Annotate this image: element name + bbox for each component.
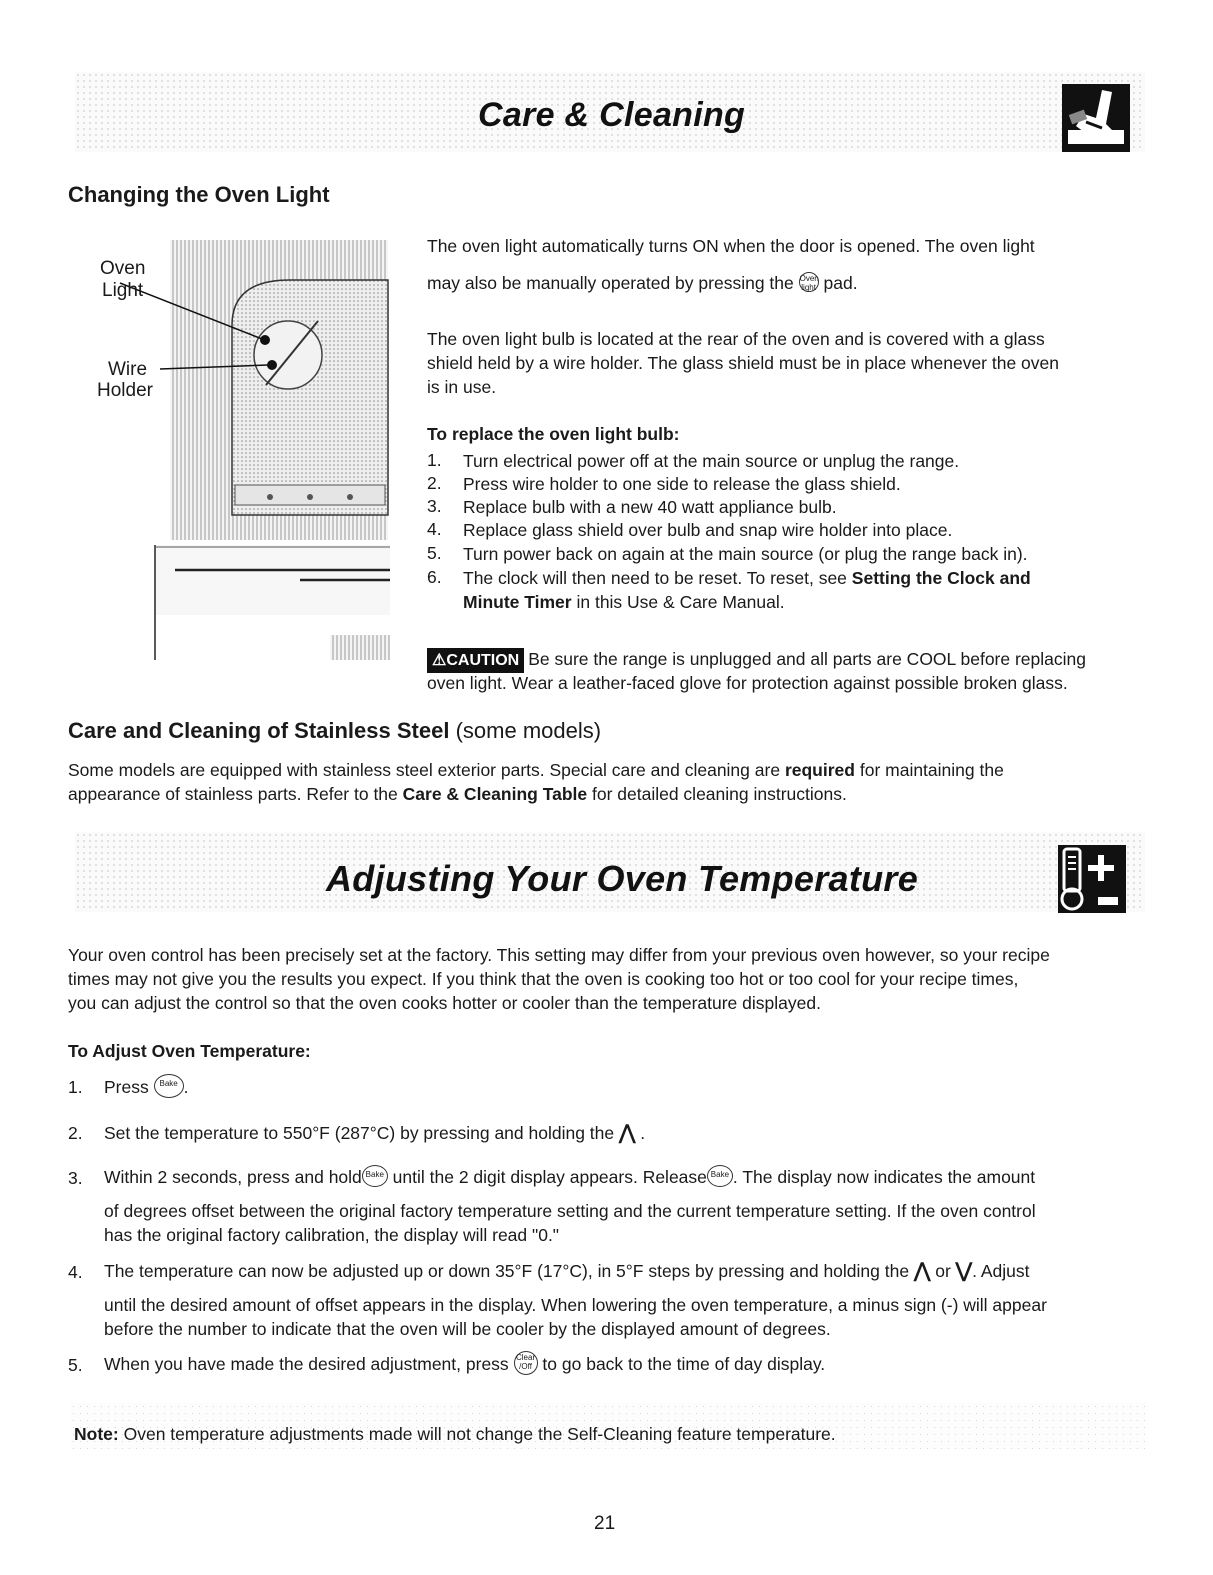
bake-pad-icon xyxy=(362,1165,388,1187)
bake-pad-label: Bake xyxy=(710,1170,730,1180)
replace-step-5: Turn power back on again at the main source (or plug the range back in). xyxy=(463,544,1028,564)
para1-line2-pre: may also be manually operated by pressing the xyxy=(427,273,794,293)
bake-pad-icon xyxy=(707,1165,733,1187)
replace-step-2: Press wire holder to one side to release the glass shield. xyxy=(463,474,901,494)
adjust-step-4-line1 xyxy=(104,1260,1029,1283)
figure-label-light: Light xyxy=(102,280,144,301)
replace-step-1: Turn electrical power off at the main source or unplug the range. xyxy=(463,451,960,471)
oven-light-para1-line1: The oven light automatically turns ON when the door is opened. The oven light xyxy=(427,236,1035,256)
oven-light-pad-top: Oven xyxy=(799,274,819,284)
clear-pad-bottom: /Off xyxy=(519,1362,532,1372)
banner-title-adjust-temperature: Adjusting Your Oven Temperature xyxy=(326,858,919,899)
adjust-step-4-line2: until the desired amount of offset appears in the display. When lowering the oven temperature, a minus sign (-) will appear xyxy=(104,1295,1047,1315)
bake-pad-label: Bake xyxy=(365,1170,384,1180)
caution-text: Be sure the range is unplugged and all parts are COOL before replacing xyxy=(528,649,1086,669)
para1-line2-post: pad. xyxy=(823,273,858,293)
step-number: 4. xyxy=(427,519,442,539)
warning-triangle-icon: ⚠ xyxy=(432,652,447,669)
oven-light-para2-line2: shield held by a wire holder. The glass shield must be in place whenever the oven xyxy=(427,353,1059,373)
adjust-step-1 xyxy=(104,1076,188,1100)
adjust-step-5 xyxy=(104,1353,825,1377)
stainless-line1-post: for maintaining the xyxy=(859,760,1004,780)
note-label: Note: xyxy=(74,1424,119,1444)
step-number: 5. xyxy=(427,543,442,563)
oven-light-pad-icon xyxy=(799,272,819,292)
step-number: 1. xyxy=(68,1077,83,1097)
step5-post: to go back to the time of day display. xyxy=(542,1354,826,1374)
bake-pad-icon xyxy=(154,1074,184,1098)
step3-b: until the 2 digit display appears. Release xyxy=(392,1167,707,1187)
adjust-step-3-line3: has the original factory calibration, the display will read "0." xyxy=(104,1225,560,1245)
adjust-intro-line2: times may not give you the results you expect. If you think that the oven is cooking too hot or too cool for your recipe times, xyxy=(68,969,1019,989)
oven-light-para1-line2 xyxy=(427,272,858,295)
replace-bulb-heading: To replace the oven light bulb: xyxy=(427,424,680,444)
stainless-line1-pre: Some models are equipped with stainless steel exterior parts. Special care and cleaning are xyxy=(68,760,781,780)
caution-line1 xyxy=(427,648,1086,673)
caution-label: CAUTION xyxy=(446,652,520,669)
step2-post: . xyxy=(640,1123,646,1143)
clear-pad-top: Clear xyxy=(515,1353,536,1363)
step-number: 5. xyxy=(68,1355,83,1375)
thermometer-plus-minus-icon xyxy=(1058,845,1126,913)
glove-cleaning-icon xyxy=(1062,84,1130,152)
step4-a: The temperature can now be adjusted up or down 35°F (17°C), in 5°F steps by pressing and holding the xyxy=(104,1261,910,1281)
stainless-line2-pre: appearance of stainless parts. Refer to the xyxy=(68,784,398,804)
stainless-line1 xyxy=(68,759,1004,782)
step6-post: in this Use & Care Manual. xyxy=(576,592,785,612)
up-arrow-icon: ⋀ xyxy=(913,1260,931,1282)
step6-link-minute-timer: Minute Timer xyxy=(463,592,572,612)
oven-light-para2-line1: The oven light bulb is located at the rear of the oven and is covered with a glass xyxy=(427,329,1045,349)
adjust-step-3-line1 xyxy=(104,1166,1035,1189)
step6-link-setting-clock: Setting the Clock and xyxy=(851,568,1031,588)
banner-title-care-cleaning: Care & Cleaning xyxy=(478,96,746,134)
step1-post: . xyxy=(183,1077,189,1097)
figure-label-holder: Holder xyxy=(97,380,153,401)
step4-or: or xyxy=(935,1261,951,1281)
step-number: 3. xyxy=(427,496,442,516)
stainless-required: required xyxy=(784,760,855,780)
step-number: 6. xyxy=(427,567,442,587)
adjust-sub-heading: To Adjust Oven Temperature: xyxy=(68,1041,311,1061)
step4-b: . Adjust xyxy=(972,1261,1030,1281)
note-line xyxy=(74,1423,836,1446)
bake-pad-label: Bake xyxy=(159,1079,178,1089)
caution-badge xyxy=(427,648,524,673)
figure-label-oven: Oven xyxy=(100,258,146,279)
adjust-intro-line1: Your oven control has been precisely set at the factory. This setting may differ from your previous oven however, so your recipe xyxy=(68,945,1050,965)
step6-pre: The clock will then need to be reset. To reset, see xyxy=(463,568,847,588)
note-text: Oven temperature adjustments made will not change the Self-Cleaning feature temperature. xyxy=(123,1424,836,1444)
figure-label-wire: Wire xyxy=(108,359,148,380)
replace-step-6-line2 xyxy=(463,591,785,614)
oven-light-pad-bottom: light xyxy=(801,283,816,293)
clear-off-pad-icon xyxy=(514,1351,538,1375)
adjust-step-4-line3: before the number to indicate that the oven will be cooler by the displayed amount of degrees. xyxy=(104,1319,831,1339)
stainless-line2 xyxy=(68,783,847,806)
step-number: 3. xyxy=(68,1168,83,1188)
step3-a: Within 2 seconds, press and hold xyxy=(104,1167,362,1187)
replace-step-3: Replace bulb with a new 40 watt appliance bulb. xyxy=(463,497,837,517)
stainless-heading-suffix: (some models) xyxy=(455,718,602,743)
step2-pre: Set the temperature to 550°F (287°C) by pressing and holding the xyxy=(104,1123,615,1143)
page-number: 21 xyxy=(594,1513,616,1534)
step-number: 2. xyxy=(427,473,442,493)
care-cleaning-table-link: Care & Cleaning Table xyxy=(402,784,588,804)
replace-step-6-line1 xyxy=(463,567,1031,590)
adjust-step-3-line2: of degrees offset between the original factory temperature setting and the current temperature setting. If the oven control xyxy=(104,1201,1036,1221)
adjust-step-2 xyxy=(104,1122,645,1145)
replace-step-4: Replace glass shield over bulb and snap wire holder into place. xyxy=(463,520,953,540)
up-arrow-icon: ⋀ xyxy=(619,1122,636,1144)
section-heading-oven-light: Changing the Oven Light xyxy=(68,182,330,207)
stainless-heading-text: Care and Cleaning of Stainless Steel xyxy=(68,718,450,743)
section-heading-stainless xyxy=(68,718,601,744)
oven-light-para2-line3: is in use. xyxy=(427,377,497,397)
adjust-intro-line3: you can adjust the control so that the oven cooks hotter or cooler than the temperature displayed. xyxy=(68,993,821,1013)
stainless-line2-post: for detailed cleaning instructions. xyxy=(591,784,847,804)
step-number: 2. xyxy=(68,1123,83,1143)
step1-pre: Press xyxy=(104,1077,149,1097)
step5-pre: When you have made the desired adjustment, press xyxy=(104,1354,509,1374)
caution-line2: oven light. Wear a leather-faced glove for protection against possible broken glass. xyxy=(427,673,1068,693)
step-number: 1. xyxy=(427,450,442,470)
step3-c: . The display now indicates the amount xyxy=(732,1167,1036,1187)
down-arrow-icon: ⋁ xyxy=(955,1260,973,1282)
step-number: 4. xyxy=(68,1262,83,1282)
